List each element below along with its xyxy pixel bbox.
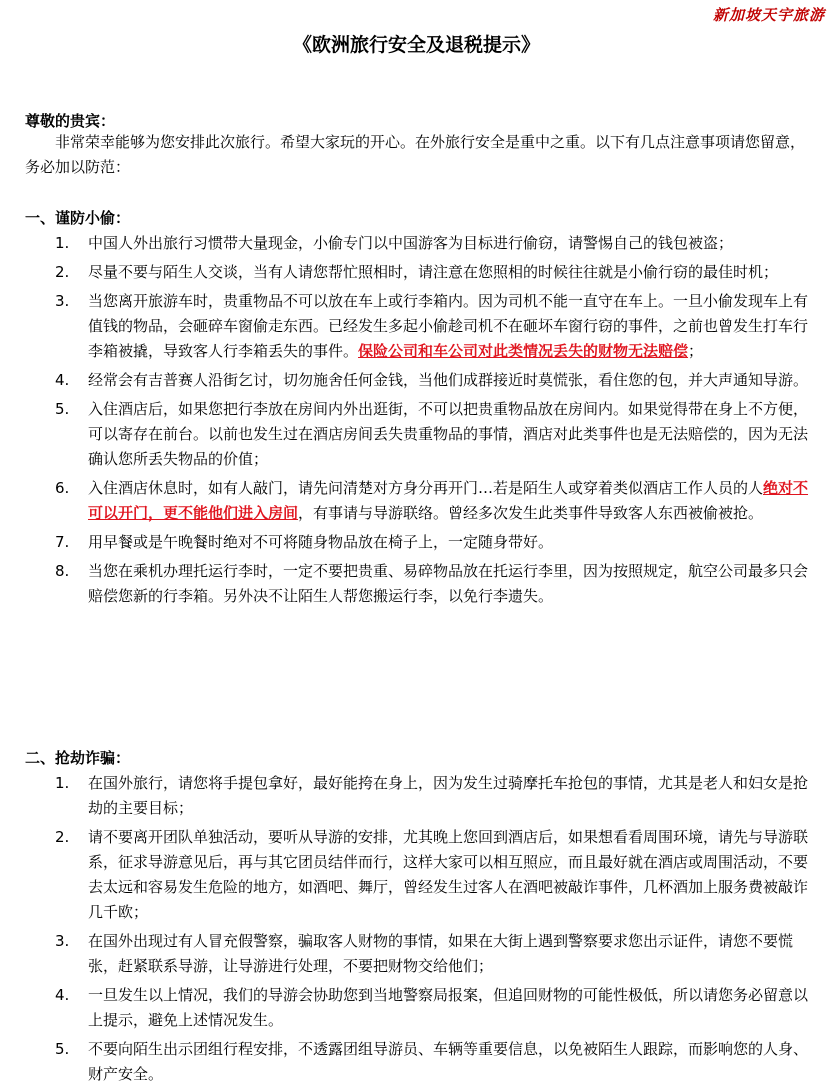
list-item: 5. 不要向陌生出示团组行程安排，不透露团组导游员、车辆等重要信息，以免被陌生人跟踪，而影响您的人身、财产安全。 <box>55 1040 809 1083</box>
list-item: 5. 入住酒店后，如果您把行李放在房间内外出逛街，不可以把贵重物品放在房间内。如果觉得带在身上不方便，可以寄存在前台。以前也发生过在酒店房间丢失贵重物品的事情，酒店对此类事件也是无法赔偿的，因为无法确认您所丢失物品的价值； <box>55 400 809 468</box>
list-item: 3. 在国外出现过有人冒充假警察，骗取客人财物的事情，如果在大街上遇到警察要求您出示证件，请您不要慌张，赶紧联系导游，让导游进行处理，不要把财物交给他们； <box>55 932 794 975</box>
list-item: 6. 入住酒店休息时，如有人敲门，请先问清楚对方身分再开门…若是陌生人或穿着类似酒店工作人员的人绝对不可以开门，更不能他们进入房间，有事请与导游联络。曾经多次发生此类事件导致客人东西被偷被抢。 <box>55 479 809 522</box>
intro-paragraph: 非常荣幸能够为您安排此次旅行。希望大家玩的开心。在外旅行安全是重中之重。以下有几点注意事项请您留意，务必加以防范： <box>25 133 806 176</box>
section1-title: 一、谨防小偷： <box>25 209 131 227</box>
brand-watermark: 新加坡天宇旅游 <box>712 6 825 24</box>
section2-title: 二、抢劫诈骗： <box>25 749 131 767</box>
warning-text: 绝对不可以开门，更不能他们进入房间 <box>88 479 809 522</box>
warning-text: 保险公司和车公司对此类情况丢失的财物无法赔偿 <box>358 342 689 360</box>
list-item: 2. 请不要离开团队单独活动，要听从导游的安排，尤其晚上您回到酒店后，如果想看看周围环境，请先与导游联系，征求导游意见后，再与其它团员结伴而行，这样大家可以相互照应，而且最好就在酒店或周围活动，不要去太远和容易发生危险的地方，如酒吧、舞厅，曾经发生过客人在酒吧被敲诈事件，几杯酒加上服务费被敲诈几千欧； <box>55 828 809 921</box>
list-item: 2. 尽量不要与陌生人交谈，当有人请您帮忙照相时，请注意在您照相的时候往往就是小偷行窃的最佳时机； <box>55 263 779 281</box>
list-item: 8. 当您在乘机办理托运行李时，一定不要把贵重、易碎物品放在托运行李里，因为按照规定，航空公司最多只会赔偿您新的行李箱。另外决不让陌生人帮您搬运行李，以免行李遗失。 <box>55 562 809 605</box>
list-item: 1. 在国外旅行，请您将手提包拿好，最好能挎在身上，因为发生过骑摩托车抢包的事情，尤其是老人和妇女是抢劫的主要目标； <box>55 774 809 817</box>
list-item: 4. 一旦发生以上情况，我们的导游会协助您到当地警察局报案，但追回财物的可能性极低，所以请您务必留意以上提示，避免上述情况发生。 <box>55 986 809 1029</box>
section1-list <box>25 231 815 613</box>
page-title: 《欧洲旅行安全及退税提示》 <box>292 34 540 56</box>
salutation: 尊敬的贵宾： <box>25 112 116 130</box>
list-item: 4. 经常会有吉普赛人沿街乞讨，切勿施舍任何金钱，当他们成群接近时莫慌张，看住您的包，并大声通知导游。 <box>55 371 809 389</box>
list-item: 7. 用早餐或是午晚餐时绝对不可将随身物品放在椅子上，一定随身带好。 <box>55 533 554 551</box>
list-item: 1. 中国人外出旅行习惯带大量现金，小偷专门以中国游客为目标进行偷窃，请警惕自己的钱包被盗； <box>55 234 734 252</box>
section2-list <box>25 771 815 1091</box>
list-item: 3. 当您离开旅游车时，贵重物品不可以放在车上或行李箱内。因为司机不能一直守在车上。一旦小偷发现车上有值钱的物品，会砸碎车窗偷走东西。已经发生多起小偷趁司机不在砸坏车窗行窃的事件，之前也曾发生打车行李箱被撬，导致客人行李箱丢失的事件。保险公司和车公司对此类情况丢失的财物无法赔偿； <box>55 292 809 360</box>
